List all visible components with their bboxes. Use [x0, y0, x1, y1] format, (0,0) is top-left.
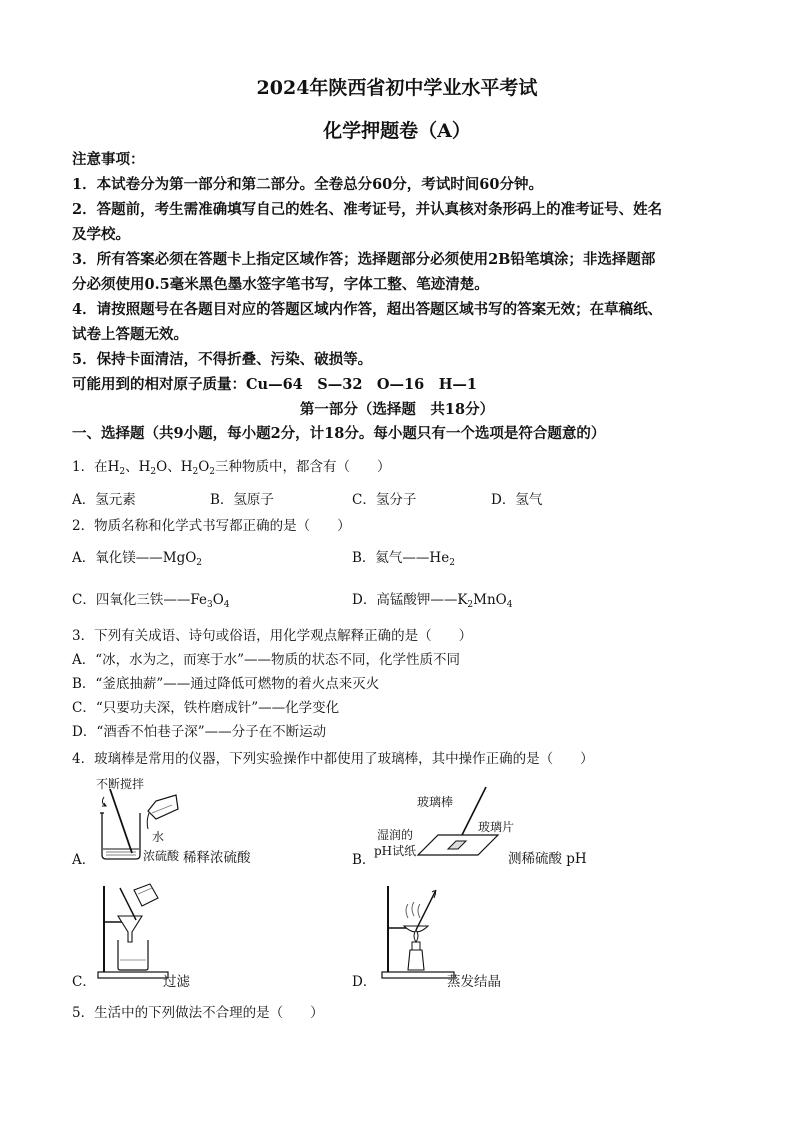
q1-option-d[interactable]: D．氢气 — [491, 492, 543, 508]
atomic-masses: 可能用到的相对原子质量：Cu—64 S—32 O—16 H—1 — [72, 376, 478, 393]
note-line: 2．答题前，考生需准确填写自己的姓名、准考证号，并认真核对条形码上的准考证号、姓名 — [72, 201, 663, 218]
page-subtitle: 化学押题卷（A） — [323, 120, 471, 142]
q2-option-d[interactable]: D．高锰酸钾$——K_2MnO_4$ — [352, 592, 513, 610]
q3-option-d[interactable]: D．“酒香不怕巷子深”——分子在不断运动 — [72, 724, 327, 740]
q4-option-c[interactable]: C． — [72, 974, 96, 990]
part1-title: 第一部分（选择题 共18分） — [299, 401, 495, 418]
part1-instruction: 一、选择题（共9小题，每小题2分，计18分。每小题只有一个选项是符合题意的） — [72, 425, 606, 442]
q1-option-c[interactable]: C．氢分子 — [352, 492, 417, 508]
note-line: 4．请按照题号在各题目对应的答题区域内作答，超出答题区域书写的答案无效；在草稿纸、 — [72, 301, 663, 318]
q4-b-caption: 测稀硫酸 pH — [508, 851, 587, 867]
notes-heading: 注意事项： — [72, 151, 145, 168]
note-line: 5．保持卡面清洁，不得折叠、污染、破损等。 — [72, 351, 373, 368]
q5-stem: 5．生活中的下列做法不合理的是（ ） — [72, 1005, 324, 1021]
q4-option-b[interactable]: B． — [352, 852, 376, 868]
q2-option-a[interactable]: A．氧化镁——MgO$_2$ — [72, 550, 203, 568]
note-line: 1．本试卷分为第一部分和第二部分。全卷总分60分，考试时间60分钟。 — [72, 176, 543, 193]
q4-c-caption: 过滤 — [163, 974, 190, 990]
q3-option-b[interactable]: B．“釜底抽薪”——通过降低可燃物的着火点来灭火 — [72, 676, 380, 692]
q4-a-water-label: 水 — [152, 830, 165, 844]
note-line: 3．所有答案必须在答题卡上指定区域作答；选择题部分必须使用2B铅笔填涂；非选择题部 — [72, 251, 656, 268]
q4-option-c-figure — [92, 880, 172, 980]
q2-stem: 2．物质名称和化学式书写都正确的是（ ） — [72, 518, 351, 534]
q4-option-d-figure — [378, 880, 458, 980]
q2-option-c[interactable]: C．四氧化三铁$——Fe_3O_4$ — [72, 592, 230, 610]
q3-option-c[interactable]: C．“只要功夫深，铁杵磨成针”——化学变化 — [72, 700, 340, 716]
q4-a-stir-label: 不断搅拌 — [96, 777, 145, 791]
q4-a-acid-label: 浓硫酸 — [143, 849, 180, 863]
q1-option-b[interactable]: B．氢原子 — [210, 492, 274, 508]
q2-option-b[interactable]: B．氦气$——He_2$ — [352, 550, 455, 568]
q4-d-caption: 蒸发结晶 — [447, 974, 501, 990]
q4-a-caption: 稀释浓硫酸 — [183, 850, 251, 866]
note-line: 及学校。 — [72, 226, 130, 243]
q3-option-a[interactable]: A．“冰，水为之，而寒于水”——物质的状态不同，化学性质不同 — [72, 652, 461, 668]
q4-option-a[interactable]: A． — [72, 852, 96, 868]
q1-stem: 1．在$H_2$、$H_2O$、$H_2O_2$三种物质中，都含有（ ） — [72, 459, 391, 477]
q1-option-a[interactable]: A．氢元素 — [72, 492, 136, 508]
q4-b-paper-label-1: 湿润的 — [377, 828, 414, 842]
note-line: 分必须使用0.5毫米黑色墨水签字笔书写，字体工整、笔迹清楚。 — [72, 276, 489, 293]
q4-option-d[interactable]: D． — [352, 974, 377, 990]
q4-b-paper-label-2: pH试纸 — [374, 844, 417, 858]
q4-stem: 4．玻璃棒是常用的仪器，下列实验操作中都使用了玻璃棒，其中操作正确的是（ ） — [72, 751, 594, 767]
page-title: 2024年陕西省初中学业水平考试 — [256, 77, 538, 99]
q4-b-rod-label: 玻璃棒 — [417, 795, 454, 809]
q4-b-glass-label: 玻璃片 — [478, 820, 515, 834]
q3-stem: 3．下列有关成语、诗句或俗语，用化学观点解释正确的是（ ） — [72, 628, 473, 644]
note-line: 试卷上答题无效。 — [72, 326, 188, 343]
